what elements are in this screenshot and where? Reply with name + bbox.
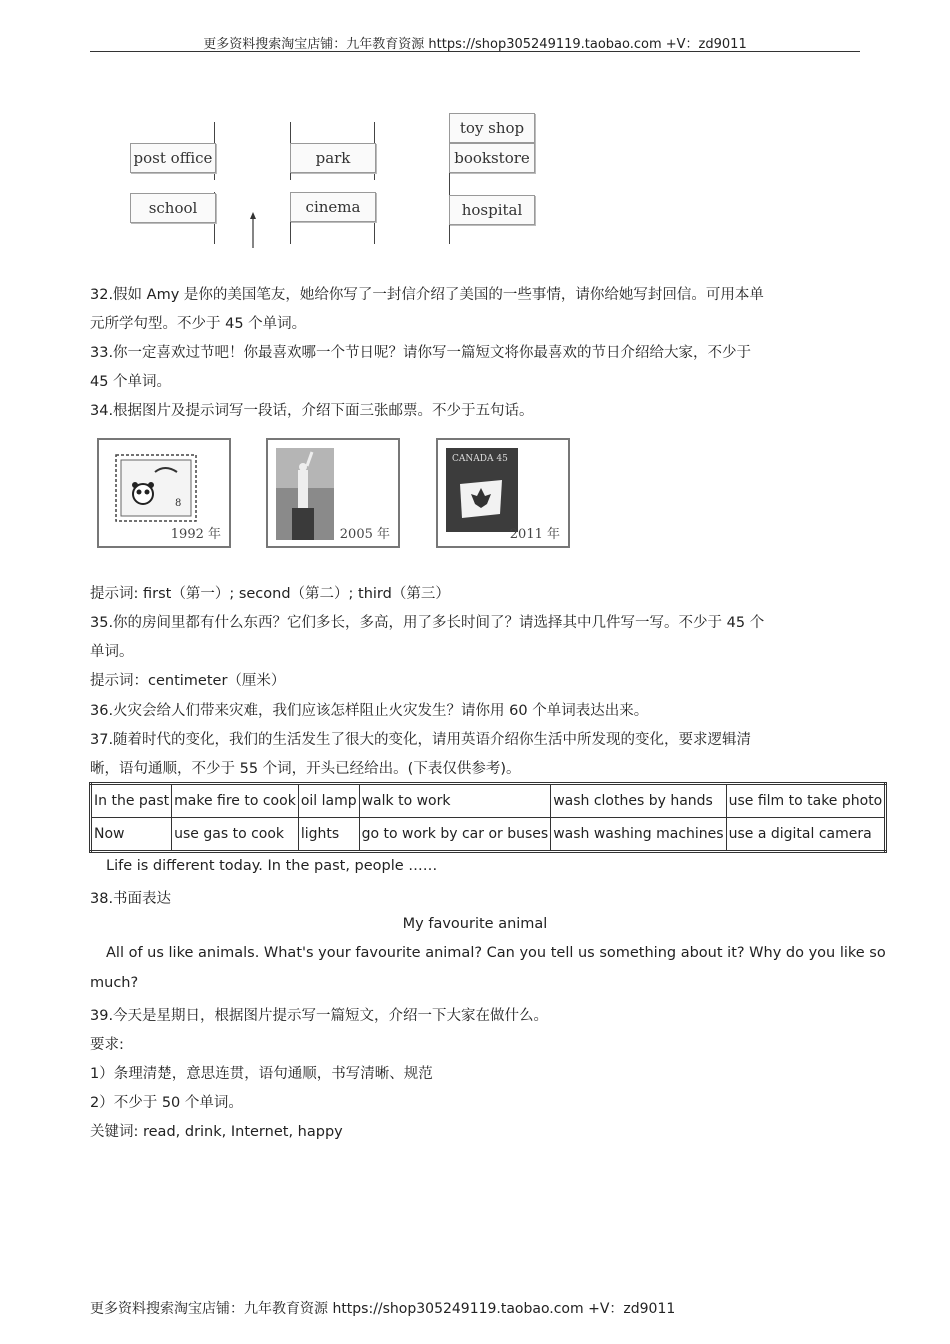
q33-line2: 45 个单词。 — [90, 374, 172, 390]
map-hospital: hospital — [449, 195, 535, 225]
q37-line2: 晰，语句通顺，不少于 55 个词，开头已经给出。(下表仅供参考)。 — [90, 761, 521, 777]
map-post-office: post office — [130, 143, 216, 173]
table-row — [91, 784, 886, 818]
stamp-year-2005: 2005 年 — [339, 527, 390, 542]
q37-opening: Life is different today. In the past, people …… — [106, 858, 438, 874]
q36-line1: 36.火灾会给人们带来灾难，我们应该怎样阻止火灾发生？请你用 60 个单词表达出来。 — [90, 703, 649, 719]
q32-line2: 元所学句型。不少于 45 个单词。 — [90, 316, 307, 332]
flag-icon — [456, 474, 506, 524]
q38-title: My favourite animal — [402, 916, 548, 932]
table-cell: wash clothes by hands — [551, 784, 726, 818]
table-cell: lights — [298, 818, 359, 852]
q34-hint: 提示词: first（第一）; second（第二）; third（第三） — [90, 586, 450, 602]
table-cell: In the past — [91, 784, 172, 818]
stamp-year-2011: 2011 年 — [509, 527, 560, 542]
q34-line1: 34.根据图片及提示词写一段话，介绍下面三张邮票。不少于五句话。 — [90, 403, 534, 419]
table-cell: oil lamp — [298, 784, 359, 818]
q38-line1: All of us like animals. What's your favourite animal? Can you tell us something about it? Why do you like so — [106, 945, 886, 961]
map-cinema: cinema — [290, 192, 376, 222]
map-bookstore: bookstore — [449, 143, 535, 173]
stamp-year-1992: 1992 年 — [170, 527, 221, 542]
table-cell: go to work by car or buses — [359, 818, 551, 852]
arrow-up-icon — [247, 212, 259, 248]
table-cell: walk to work — [359, 784, 551, 818]
header-divider — [90, 51, 860, 52]
table-row — [91, 818, 886, 852]
q35-hint: 提示词：centimeter（厘米） — [90, 673, 286, 689]
table-cell: make fire to cook — [172, 784, 299, 818]
table-cell: use film to take photo — [726, 784, 886, 818]
panda-stamp-icon — [115, 454, 197, 522]
table-cell: use a digital camera — [726, 818, 886, 852]
map-toy-shop: toy shop — [449, 113, 535, 143]
page-header: 更多资料搜索淘宝店铺：九年教育资源 https://shop305249119.taobao.com +V：zd9011 — [203, 37, 747, 52]
q38-line2: much? — [90, 975, 139, 991]
stamp-1992 — [97, 438, 231, 548]
q35-line1: 35.你的房间里都有什么东西？它们多长，多高，用了多长时间了？请选择其中几件写一写。不少于 45 个 — [90, 615, 765, 631]
stamp-2011 — [436, 438, 570, 548]
table-cell: wash washing machines — [551, 818, 726, 852]
stamp-2005 — [266, 438, 400, 548]
q35-line2: 单词。 — [90, 644, 134, 660]
table-cell: use gas to cook — [172, 818, 299, 852]
q38-label: 38.书面表达 — [90, 891, 172, 907]
q32-line1: 32.假如 Amy 是你的美国笔友，她给你写了一封信介绍了美国的一些事情，请你给她写封回信。可用本单 — [90, 287, 764, 303]
q33-line1: 33.你一定喜欢过节吧！你最喜欢哪一个节日呢？请你写一篇短文将你最喜欢的节日介绍给大家，不少于 — [90, 345, 752, 361]
q39-line1: 39.今天是星期日，根据图片提示写一篇短文，介绍一下大家在做什么。 — [90, 1008, 549, 1024]
q39-requirement-2: 2）不少于 50 个单词。 — [90, 1095, 243, 1111]
q39-requirements-label: 要求: — [90, 1037, 124, 1053]
q37-line1: 37.随着时代的变化，我们的生活发生了很大的变化，请用英语介绍你生活中所发现的变化，要求逻辑清 — [90, 732, 752, 748]
statue-of-liberty-stamp-icon — [276, 448, 334, 540]
map-park: park — [290, 143, 376, 173]
stamp-country-text: CANADA 45 — [452, 454, 508, 464]
q39-keywords: 关键词: read, drink, Internet, happy — [90, 1124, 343, 1140]
q39-requirement-1: 1）条理清楚，意思连贯，语句通顺，书写清晰、规范 — [90, 1066, 433, 1082]
map-school: school — [130, 193, 216, 223]
street-map-figure — [120, 110, 560, 250]
changes-table — [89, 782, 887, 853]
svg-text:8: 8 — [175, 498, 182, 509]
table-cell: Now — [91, 818, 172, 852]
page-footer: 更多资料搜索淘宝店铺：九年教育资源 https://shop305249119.taobao.com +V：zd9011 — [90, 1301, 676, 1317]
canada-flag-stamp-icon — [446, 448, 518, 532]
